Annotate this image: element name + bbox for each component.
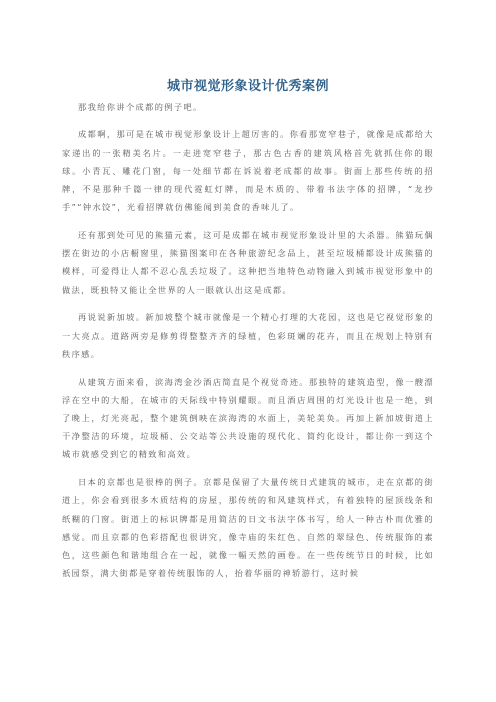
paragraph-singapore-garden: 再说说新加坡。新加坡整个城市就像是一个精心打理的大花园，这也是它视觉形象的一大亮点。道路两旁是修剪得整整齐齐的绿植，色彩斑斓的花卉，而且在规划上特别有秩序感。 xyxy=(62,312,434,359)
document-title: 城市视觉形象设计优秀案例 xyxy=(166,79,329,94)
paragraph-kyoto: 日本的京都也是很棒的例子。京都是保留了大量传统日式建筑的城市，走在京都的街道上，你会看到很多木质结构的房屋，那传统的和风建筑样式，有着独特的屋顶线条和纸糊的门窗。街道上的标识牌都是用简洁的日文书法字体书写，给人一种古朴而优雅的感觉。而且京都的色彩搭配也很讲究，像寺庙的朱红色、自然的翠绿色、传统服饰的素色，这些颜色和谐地组合在一起，就像一幅天然的画卷。在一些传统节日的时候，比如祇园祭，满大街都是穿着传统服饰的人，抬着华丽的神轿游行，这时候 xyxy=(62,477,434,579)
paragraph-singapore-architecture: 从建筑方面来看，滨海湾金沙酒店简直是个视觉奇迹。那独特的建筑造型，像一艘漂浮在空中的大船，在城市的天际线中特别耀眼。而且酒店周围的灯光设计也是一绝，到了晚上，灯光亮起，整个建筑倒映在滨海湾的水面上，美轮美奂。再加上新加坡街道上干净整洁的环境，垃圾桶、公交站等公共设施的现代化、简约化设计，都让你一到这个城市就感受到它的精致和高效。 xyxy=(62,376,434,460)
paragraph-intro: 那我给你讲个成都的例子吧。 xyxy=(78,102,203,112)
paragraph-chengdu-panda: 还有那到处可见的熊猫元素，这可是成都在城市视觉形象设计里的大杀器。熊猫玩偶摆在街边的小店橱窗里，熊猫图案印在各种旅游纪念品上，甚至垃圾桶都设计成熊猫的模样，可爱得让人都不忍心乱丢垃圾了。这种把当地特色动物融入到城市视觉形象中的做法，既独特又能让全世界的人一眼就认出这是成都。 xyxy=(62,230,434,295)
document-body xyxy=(62,98,434,592)
paragraph-chengdu-alleys: 成都啊，那可是在城市视觉形象设计上超厉害的。你看那宽窄巷子，就像是成都给大家递出的一张精美名片。一走进宽窄巷子，那古色古香的建筑风格首先就抓住你的眼球。小青瓦、雕花门窗，每一处细节都在诉说着老成都的故事。街面上那些传统的招牌，不是那种千篇一律的现代霓虹灯牌，而是木质的、带着书法字体的招牌，“龙抄手”“钟水饺”，光看招牌就仿佛能闻到美食的香味儿了。 xyxy=(62,129,434,213)
